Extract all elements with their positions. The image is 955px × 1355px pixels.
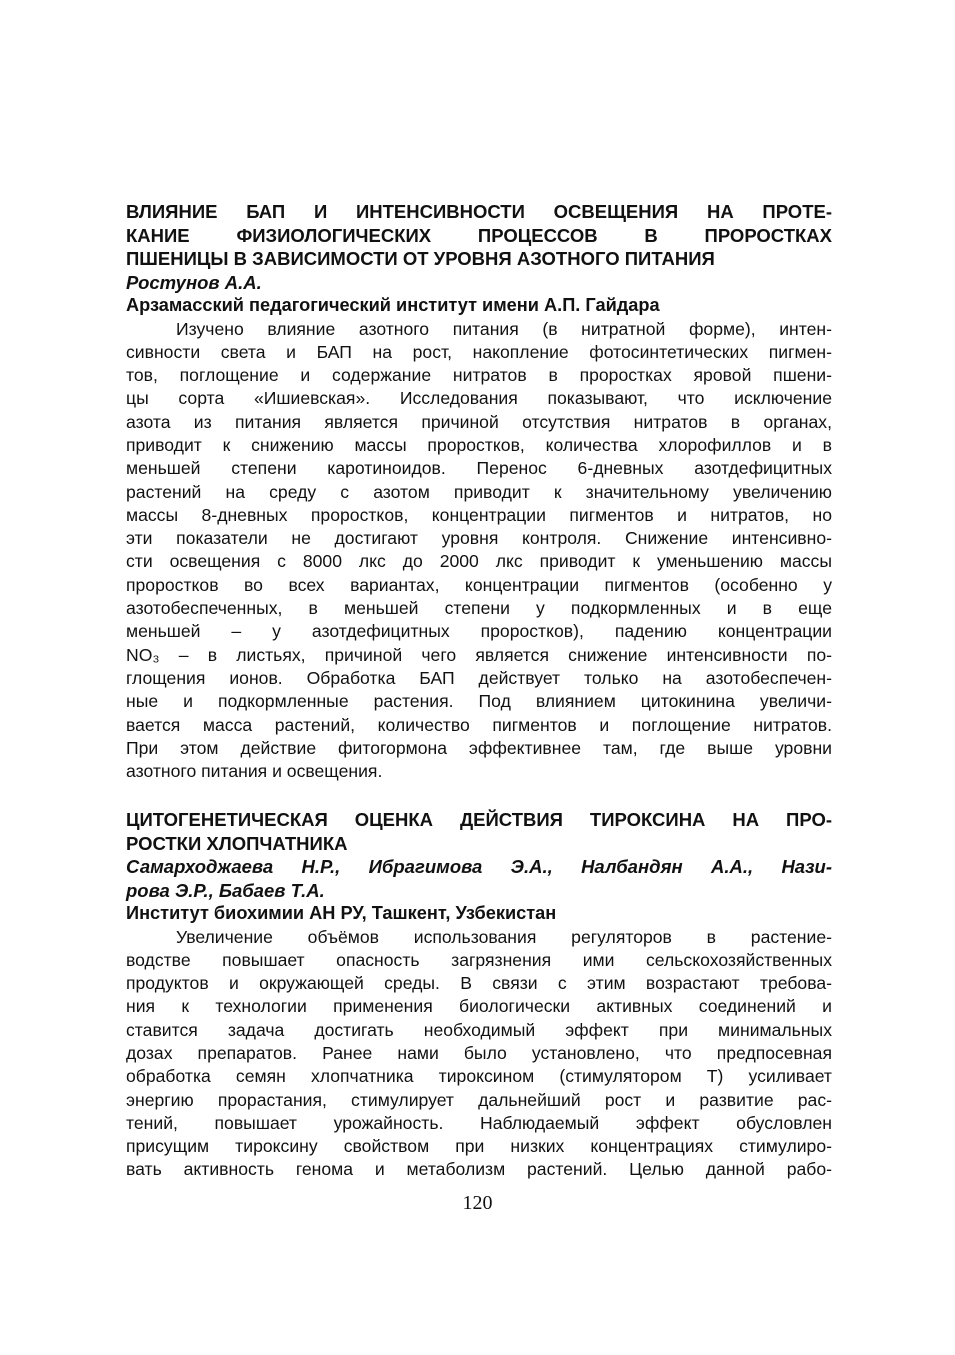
body-line: тов, поглощение и содержание нитратов в проростках яровой пшени- (126, 365, 832, 386)
article-1-body (126, 318, 832, 784)
title-line: ВЛИЯНИЕ БАП И ИНТЕНСИВНОСТИ ОСВЕЩЕНИЯ НА ПРОТЕ- (126, 201, 832, 222)
body-line: NO₃ – в листьях, причиной чего является снижение интенсивности по- (126, 644, 832, 665)
body-line: меньшей – у азотдефицитных проростков), падению концентрации (126, 621, 832, 642)
title-line: ПШЕНИЦЫ В ЗАВИСИМОСТИ ОТ УРОВНЯ АЗОТНОГО ПИТАНИЯ (126, 248, 715, 269)
body-line: Увеличение объёмов использования регуляторов в растение- (176, 926, 832, 947)
article-1 (126, 200, 832, 783)
body-line: сти освещения с 8000 лкс до 2000 лкс приводит к уменьшению массы (126, 551, 832, 572)
article-1-title (126, 200, 832, 271)
body-line: энергию прорастания, стимулирует дальнейший рост и развитие рас- (126, 1089, 832, 1110)
body-line: присущим тироксину свойством при низких концентрациях стимулиро- (126, 1136, 832, 1157)
body-line: При этом действие фитогормона эффективнее там, где выше уровни (126, 737, 832, 758)
body-line: вать активность генома и метаболизм растений. Целью данной рабо- (126, 1159, 832, 1180)
body-line: сивности света и БАП на рост, накопление фотосинтетических пигмен- (126, 341, 832, 362)
body-line: цы сорта «Ишиевская». Исследования показывают, что исключение (126, 388, 832, 409)
author-line: рова Э.Р., Бабаев Т.А. (126, 879, 325, 901)
body-line: ния к технологии применения биологически активных соединений и (126, 996, 832, 1017)
author-line: Ростунов А.А. (126, 271, 262, 293)
body-line: азотного питания и освещения. (126, 761, 383, 782)
body-line: водстве повышает опасность загрязнения ими сельскохозяйственных (126, 949, 832, 970)
body-line: массы 8-дневных проростков, концентрации пигментов и нитратов, но (126, 504, 832, 525)
article-2-title (126, 808, 832, 855)
body-line: растений на среду с азотом приводит к значительному увеличению (126, 481, 832, 502)
body-line: ставится задача достигать необходимый эффект при минимальных (126, 1019, 832, 1040)
body-line: ные и подкормленные растения. Под влиянием цитокинина увеличи- (126, 691, 832, 712)
body-line: приводит к снижению массы проростков, количества хлорофиллов и в (126, 434, 832, 455)
body-line: глощения ионов. Обработка БАП действует только на азотобеспечен- (126, 667, 832, 688)
body-line: тений, повышает урожайность. Наблюдаемый эффект обусловлен (126, 1112, 832, 1133)
body-line: азота из питания является причиной отсутствия нитратов в органах, (126, 411, 832, 432)
body-line: Изучено влияние азотного питания (в нитратной форме), интен- (176, 318, 832, 339)
page-number: 120 (462, 1192, 493, 1214)
body-line: вается масса растений, количество пигментов и поглощение нитратов. (126, 714, 832, 735)
article-1-author (126, 271, 832, 295)
title-line: ЦИТОГЕНЕТИЧЕСКАЯ ОЦЕНКА ДЕЙСТВИЯ ТИРОКСИНА НА ПРО- (126, 809, 832, 830)
article-2-body (126, 926, 832, 1182)
article-2 (126, 808, 832, 1182)
body-line: дозах препаратов. Ранее нами было установлено, что предпосевная (126, 1042, 832, 1063)
author-line: Самарходжаева Н.Р., Ибрагимова Э.А., Налбандян А.А., Нази- (126, 856, 832, 877)
body-line: эти показатели не достигают уровня контроля. Снижение интенсивно- (126, 528, 832, 549)
body-line: обработка семян хлопчатника тироксином (стимулятором Т) усиливает (126, 1066, 832, 1087)
body-line: азотобеспеченных, в меньшей степени у подкормленных и в еще (126, 598, 832, 619)
article-2-authors (126, 855, 832, 902)
title-line: РОСТКИ ХЛОПЧАТНИКА (126, 832, 348, 854)
body-line: проростков во всех вариантах, концентрации пигментов (особенно у (126, 574, 832, 595)
title-line: КАНИЕ ФИЗИОЛОГИЧЕСКИХ ПРОЦЕССОВ В ПРОРОСТКАХ (126, 224, 832, 246)
article-1-institution: Арзамасский педагогический институт имени А.П. Гайдара (126, 295, 660, 315)
article-2-institution: Институт биохимии АН РУ, Ташкент, Узбекистан (126, 903, 557, 923)
body-line: меньшей степени каротиноидов. Перенос 6-дневных азотдефицитных (126, 458, 832, 479)
body-line: продуктов и окружающей среды. В связи с этим возрастают требова- (126, 973, 832, 994)
